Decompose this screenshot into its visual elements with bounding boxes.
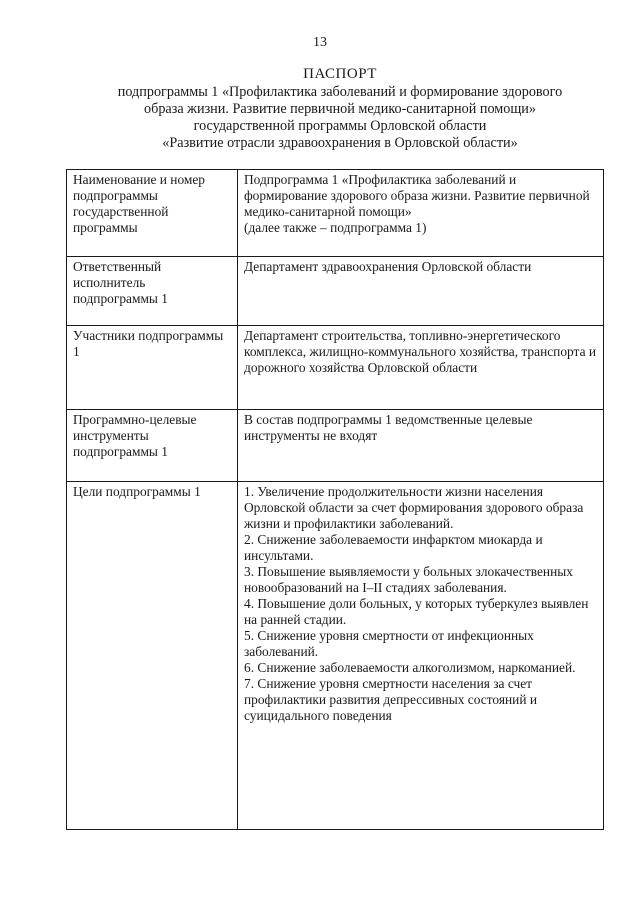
row-value: Департамент строительства, топливно-энергетического комплекса, жилищно-коммунального хозяйства, транспорта и дорожного хозяйства Орловской области (238, 326, 604, 410)
row-label: Наименование и номер подпрограммы государственной программы (67, 170, 238, 257)
row-value-goals (238, 482, 604, 830)
table-row (67, 170, 604, 257)
table-row (67, 482, 604, 830)
table-row (67, 257, 604, 326)
table-row (67, 410, 604, 482)
list-item: 6. Снижение заболеваемости алкоголизмом, наркоманией. (244, 660, 576, 675)
header-line-3: государственной программы Орловской области (193, 118, 487, 134)
document-header (70, 66, 610, 152)
list-item: 4. Повышение доли больных, у которых туберкулез выявлен на ранней стадии. (244, 596, 589, 627)
header-line-1: подпрограммы 1 «Профилактика заболеваний и формирование здорового (117, 84, 563, 100)
list-item: 5. Снижение уровня смертности от инфекционных заболеваний. (244, 628, 534, 659)
row-value-note: (далее также – подпрограмма 1) (244, 220, 427, 235)
row-value: Департамент здравоохранения Орловской области (238, 257, 604, 326)
passport-table (66, 169, 604, 830)
header-line-4: «Развитие отрасли здравоохранения в Орловской области» (162, 135, 518, 151)
row-value: В состав подпрограммы 1 ведомственные целевые инструменты не входят (238, 410, 604, 482)
row-value-text: Подпрограмма 1 «Профилактика заболеваний и формирование здорового образа жизни. Развитие первичной медико-санитарной помощи» (244, 172, 590, 219)
document-title: ПАСПОРТ (303, 66, 377, 82)
row-label: Участники подпрограммы 1 (67, 326, 238, 410)
header-line-2: образа жизни. Развитие первичной медико-санитарной помощи» (144, 101, 536, 117)
page-number: 13 (313, 35, 327, 50)
list-item: 1. Увеличение продолжительности жизни населения Орловской области за счет формирования здорового образа жизни и профилактики заболеваний. (244, 484, 584, 531)
list-item: 3. Повышение выявляемости у больных злокачественных новообразований на I–II стадиях заболевания. (244, 564, 573, 595)
row-label: Программно-целевые инструменты подпрограммы 1 (67, 410, 238, 482)
list-item: 7. Снижение уровня смертности населения за счет профилактики развития депрессивных состояний и суицидального поведения (244, 676, 538, 723)
row-value (238, 170, 604, 257)
row-label: Цели подпрограммы 1 (67, 482, 238, 830)
row-label: Ответственный исполнитель подпрограммы 1 (67, 257, 238, 326)
table-row (67, 326, 604, 410)
list-item: 2. Снижение заболеваемости инфарктом миокарда и инсультами. (244, 532, 543, 563)
